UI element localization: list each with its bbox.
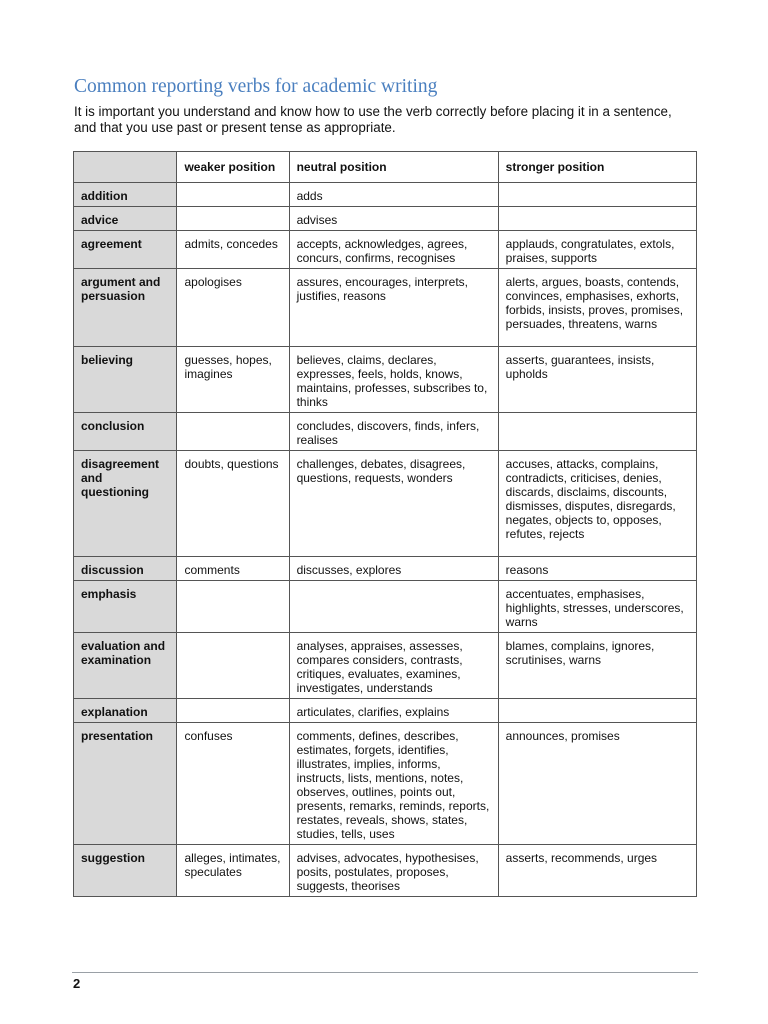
neutral-position-cell: advises, advocates, hypothesises, posits, postulates, proposes, suggests, theorises (289, 845, 498, 897)
stronger-position-cell: alerts, argues, boasts, contends, convinces, emphasises, exhorts, forbids, insists, proves, promises, persuades, threatens, warns (498, 269, 696, 347)
category-cell: argument and persuasion (74, 269, 177, 347)
weaker-position-cell: alleges, intimates, speculates (177, 845, 289, 897)
table-row (74, 413, 697, 451)
category-cell: explanation (74, 699, 177, 723)
category-cell: disagreement and questioning (74, 451, 177, 557)
weaker-position-cell (177, 183, 289, 207)
weaker-position-cell (177, 207, 289, 231)
neutral-position-cell: assures, encourages, interprets, justifies, reasons (289, 269, 498, 347)
table-row (74, 207, 697, 231)
page-number: 2 (73, 976, 81, 991)
weaker-position-cell: doubts, questions (177, 451, 289, 557)
category-cell: addition (74, 183, 177, 207)
table-row (74, 269, 697, 347)
category-cell: suggestion (74, 845, 177, 897)
stronger-position-cell: blames, complains, ignores, scrutinises, warns (498, 633, 696, 699)
weaker-position-cell (177, 699, 289, 723)
table-row (74, 231, 697, 269)
category-cell: evaluation and examination (74, 633, 177, 699)
table-row (74, 723, 697, 845)
category-cell: presentation (74, 723, 177, 845)
neutral-position-cell: concludes, discovers, finds, infers, realises (289, 413, 498, 451)
weaker-position-cell (177, 413, 289, 451)
stronger-position-cell (498, 699, 696, 723)
table-row (74, 183, 697, 207)
header-corner (74, 152, 177, 183)
header-neutral-position: neutral position (289, 152, 498, 183)
reporting-verbs-table (73, 151, 697, 897)
neutral-position-cell (289, 581, 498, 633)
category-cell: advice (74, 207, 177, 231)
stronger-position-cell (498, 413, 696, 451)
weaker-position-cell (177, 581, 289, 633)
category-cell: believing (74, 347, 177, 413)
category-cell: emphasis (74, 581, 177, 633)
stronger-position-cell (498, 207, 696, 231)
weaker-position-cell: comments (177, 557, 289, 581)
weaker-position-cell: admits, concedes (177, 231, 289, 269)
weaker-position-cell: guesses, hopes, imagines (177, 347, 289, 413)
header-weaker-position: weaker position (177, 152, 289, 183)
stronger-position-cell: asserts, guarantees, insists, upholds (498, 347, 696, 413)
neutral-position-cell: articulates, clarifies, explains (289, 699, 498, 723)
document-title: Common reporting verbs for academic writing (74, 76, 438, 97)
neutral-position-cell: believes, claims, declares, expresses, feels, holds, knows, maintains, professes, subscribes to, thinks (289, 347, 498, 413)
weaker-position-cell: apologises (177, 269, 289, 347)
neutral-position-cell: analyses, appraises, assesses, compares considers, contrasts, critiques, evaluates, examines, investigates, understands (289, 633, 498, 699)
stronger-position-cell: applauds, congratulates, extols, praises, supports (498, 231, 696, 269)
neutral-position-cell: comments, defines, describes, estimates, forgets, identifies, illustrates, implies, informs, instructs, lists, mentions, notes, observes, outlines, points out, presents, remarks, reminds, reports, restates, reveals, shows, states, studies, tells, uses (289, 723, 498, 845)
intro-paragraph: It is important you understand and know how to use the verb correctly before placing it in a sentence, and that you use past or present tense as appropriate. (74, 104, 672, 135)
table-row (74, 633, 697, 699)
table-row (74, 347, 697, 413)
neutral-position-cell: discusses, explores (289, 557, 498, 581)
stronger-position-cell: accuses, attacks, complains, contradicts, criticises, denies, discards, disclaims, discounts, dismisses, disputes, disregards, negates, objects to, opposes, refutes, rejects (498, 451, 696, 557)
stronger-position-cell: asserts, recommends, urges (498, 845, 696, 897)
table-row (74, 557, 697, 581)
neutral-position-cell: challenges, debates, disagrees, questions, requests, wonders (289, 451, 498, 557)
weaker-position-cell (177, 633, 289, 699)
stronger-position-cell (498, 183, 696, 207)
header-stronger-position: stronger position (498, 152, 696, 183)
stronger-position-cell: reasons (498, 557, 696, 581)
category-cell: conclusion (74, 413, 177, 451)
table-row (74, 581, 697, 633)
neutral-position-cell: adds (289, 183, 498, 207)
neutral-position-cell: accepts, acknowledges, agrees, concurs, confirms, recognises (289, 231, 498, 269)
stronger-position-cell: accentuates, emphasises, highlights, stresses, underscores, warns (498, 581, 696, 633)
table-row (74, 699, 697, 723)
footer-divider (72, 972, 698, 973)
category-cell: discussion (74, 557, 177, 581)
weaker-position-cell: confuses (177, 723, 289, 845)
neutral-position-cell: advises (289, 207, 498, 231)
table-row (74, 845, 697, 897)
table-header-row (74, 152, 697, 183)
stronger-position-cell: announces, promises (498, 723, 696, 845)
table-row (74, 451, 697, 557)
category-cell: agreement (74, 231, 177, 269)
